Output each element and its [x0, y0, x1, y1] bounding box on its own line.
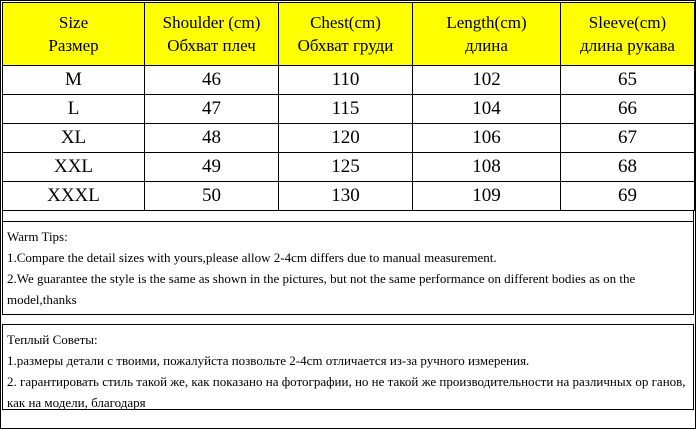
header-shoulder-ru: Обхват плеч	[167, 36, 256, 55]
header-size	[3, 3, 145, 66]
cell-sleeve: 68	[561, 153, 695, 182]
header-sleeve-en: Sleeve(cm)	[588, 13, 667, 32]
cell-shoulder: 50	[145, 182, 279, 211]
header-shoulder-en: Shoulder (cm)	[162, 13, 261, 32]
header-chest-ru: Обхват груди	[297, 36, 394, 55]
warm-tips-title: Warm Tips:	[7, 229, 68, 244]
cell-size: XXXL	[3, 182, 145, 211]
cell-length: 104	[413, 95, 561, 124]
cell-size: XL	[3, 124, 145, 153]
cell-length: 102	[413, 66, 561, 95]
cell-size: L	[3, 95, 145, 124]
header-length-en: Length(cm)	[446, 13, 527, 32]
table-spacer	[2, 211, 694, 221]
header-chest	[279, 3, 413, 66]
cell-sleeve: 67	[561, 124, 695, 153]
cell-sleeve: 69	[561, 182, 695, 211]
header-sleeve	[561, 3, 695, 66]
table-row	[3, 153, 695, 182]
cell-length: 106	[413, 124, 561, 153]
cell-shoulder: 49	[145, 153, 279, 182]
header-row	[3, 3, 695, 66]
warm-tips-line-2: 2.We guarantee the style is the same as shown in the pictures, but not the same performance on different bodies as on the model,thanks	[7, 271, 636, 307]
warm-tips-ru-title: Теплый Советы:	[7, 332, 98, 347]
cell-size: XXL	[3, 153, 145, 182]
cell-length: 109	[413, 182, 561, 211]
table-row	[3, 182, 695, 211]
cell-chest: 130	[279, 182, 413, 211]
cell-sleeve: 65	[561, 66, 695, 95]
table-row	[3, 66, 695, 95]
warm-tips-english	[2, 221, 694, 315]
cell-chest: 115	[279, 95, 413, 124]
header-size-ru: Размер	[48, 36, 99, 55]
cell-shoulder: 46	[145, 66, 279, 95]
cell-shoulder: 48	[145, 124, 279, 153]
header-length	[413, 3, 561, 66]
header-chest-en: Chest(cm)	[310, 13, 381, 32]
warm-tips-russian	[2, 324, 694, 410]
table-row	[3, 124, 695, 153]
size-table	[2, 2, 695, 211]
warm-tips-line-1: 1.Compare the detail sizes with yours,please allow 2-4cm differs due to manual measurement.	[7, 250, 497, 265]
header-length-ru: длина	[465, 36, 508, 55]
header-sleeve-ru: длина рукава	[580, 36, 675, 55]
cell-shoulder: 47	[145, 95, 279, 124]
header-shoulder	[145, 3, 279, 66]
cell-chest: 125	[279, 153, 413, 182]
cell-length: 108	[413, 153, 561, 182]
cell-chest: 120	[279, 124, 413, 153]
cell-sleeve: 66	[561, 95, 695, 124]
warm-tips-ru-line-1: 1.размеры детали с твоими, пожалуйста позвольте 2-4cm отличается из-за ручного измерения.	[7, 353, 530, 368]
cell-size: M	[3, 66, 145, 95]
warm-tips-ru-line-2: 2. гарантировать стиль такой же, как показано на фотографии, но не такой же производительности на различных ор ганов, как на модели, благодаря	[7, 374, 686, 410]
table-row	[3, 95, 695, 124]
header-size-en: Size	[58, 13, 89, 32]
cell-chest: 110	[279, 66, 413, 95]
